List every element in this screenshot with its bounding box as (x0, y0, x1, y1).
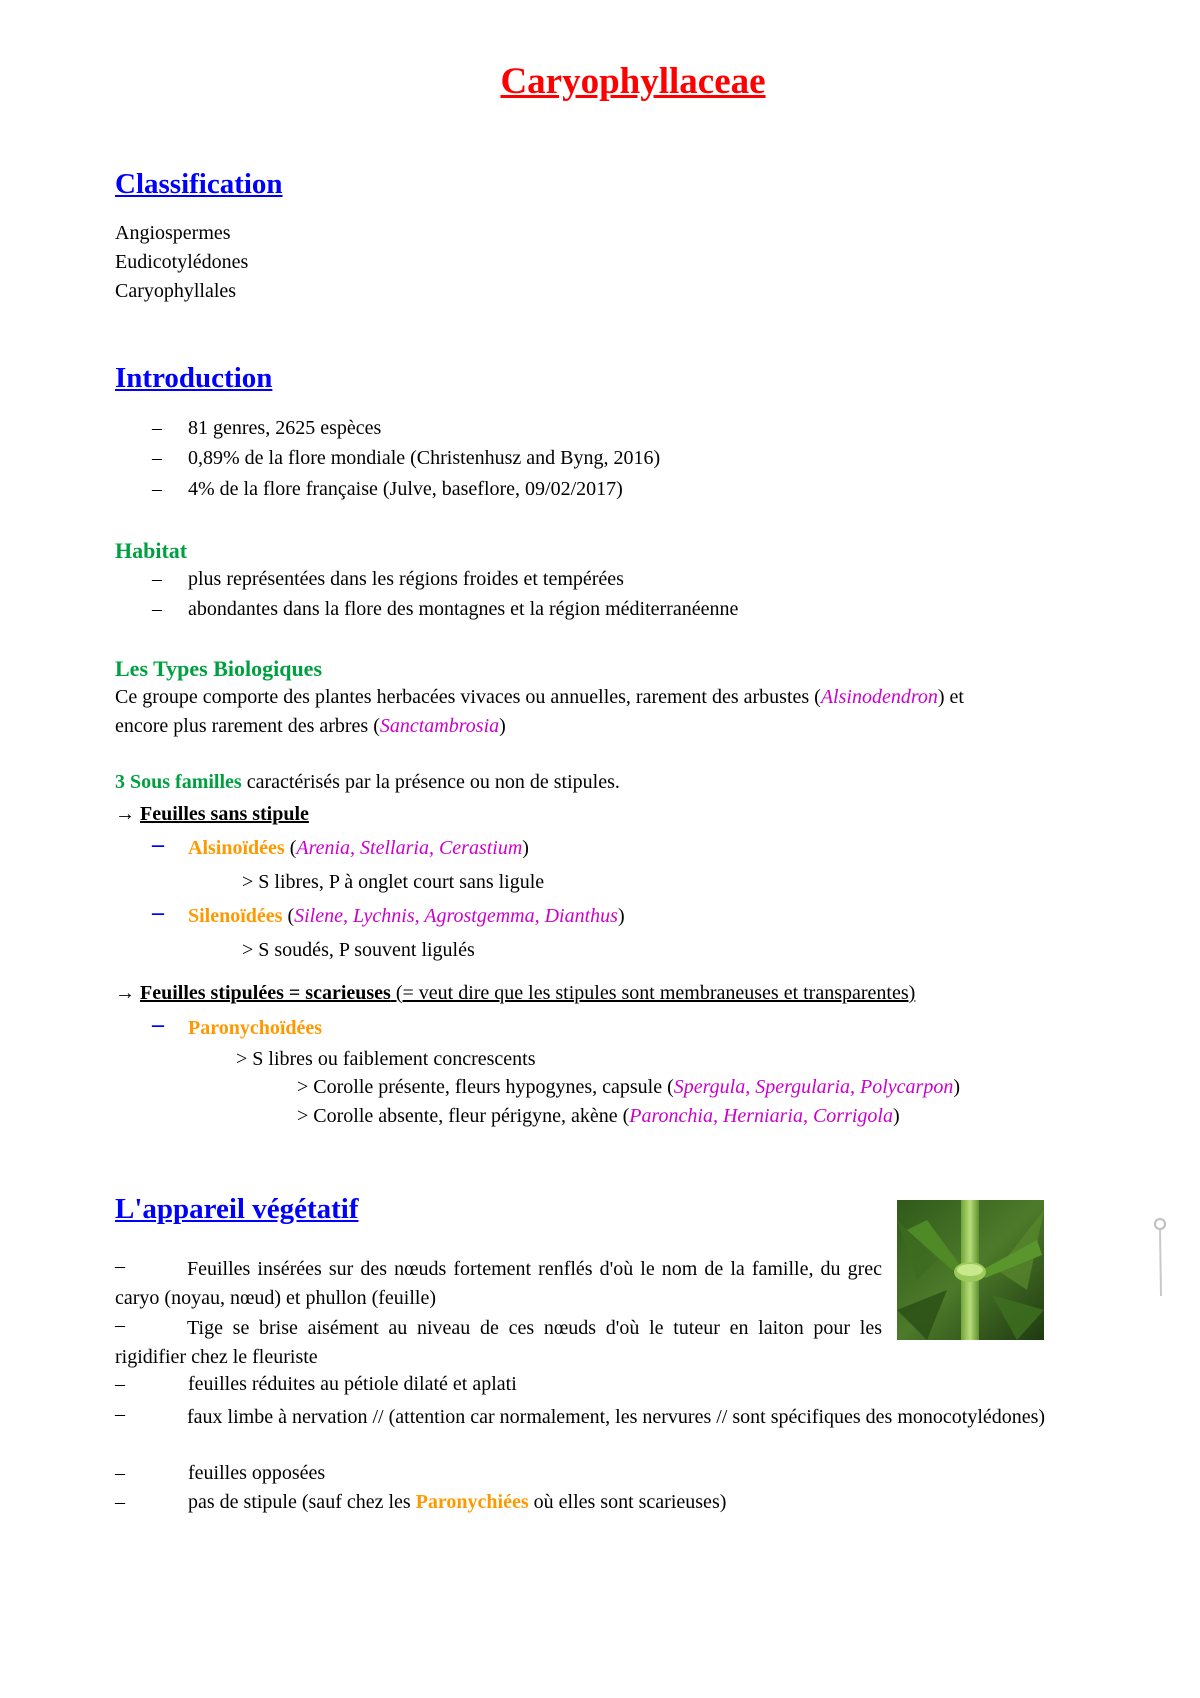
types-text: ) (499, 715, 506, 737)
item-text: pas de stipule (sauf chez les (188, 1491, 416, 1513)
item-text: où elles sont scarieuses) (528, 1491, 727, 1513)
dash-bullet: – (152, 832, 164, 858)
dash-bullet: – (152, 447, 162, 469)
classification-heading: Classification (115, 168, 283, 200)
paren: ) (892, 1105, 900, 1127)
genus-list: Spergula, Spergularia, Polycarpon (673, 1076, 954, 1098)
types-heading: Les Types Biologiques (115, 656, 323, 681)
appareil-item: faux limbe à nervation // (attention car normalement, les nervures // sont spécifiques des monocotylédones) (187, 1406, 1046, 1428)
arrow-icon: → (115, 982, 135, 1004)
dash-bullet: – (115, 1491, 125, 1513)
subfamilies-intro (115, 771, 620, 794)
genus-list: Arenia, Stellaria, Cerastium (296, 837, 523, 859)
dash-bullet: – (115, 1373, 125, 1395)
habitat-item: plus représentées dans les régions froides et tempérées (188, 568, 624, 590)
types-text: Ce groupe comporte des plantes herbacées vivaces ou annuelles, rarement des arbustes ( (115, 686, 821, 708)
subfamily-description: > S libres ou faiblement concrescents (236, 1048, 536, 1070)
dash-bullet: – (115, 1462, 125, 1484)
subfamily-alsinoidees (188, 837, 529, 860)
paren: ) (522, 837, 529, 859)
classification-item: Caryophyllales (115, 280, 237, 302)
group-label: Feuilles sans stipule (140, 803, 309, 825)
paren: ( (287, 905, 295, 927)
group-no-stipule (115, 803, 309, 826)
paren: ( (289, 837, 297, 859)
paren: ) (617, 905, 625, 927)
genus-name: Alsinodendron (820, 686, 938, 708)
arrow-icon: → (115, 803, 135, 825)
appareil-item: feuilles réduites au pétiole dilaté et aplati (188, 1373, 517, 1395)
subfamily-subdescription (297, 1076, 960, 1099)
dash-bullet: – (152, 417, 162, 439)
appareil-item: Feuilles insérées sur des nœuds fortement renflés d'où le nom de la famille, du grec caryo (noyau, nœud) et phullon (feuille) (115, 1258, 882, 1309)
types-line-2 (115, 715, 506, 738)
dash-bullet: – (115, 1314, 125, 1336)
desc-text: > Corolle absente, fleur périgyne, akène ( (297, 1105, 630, 1127)
group-label: Feuilles stipulées = scarieuses (140, 982, 391, 1004)
subfamily-description: > S soudés, P souvent ligulés (242, 939, 475, 961)
dash-bullet: – (115, 1255, 125, 1277)
subfamily-paronychoidees (188, 1017, 322, 1040)
genus-name: Sanctambrosia (379, 715, 500, 737)
subfamily-subdescription (297, 1105, 900, 1128)
subfamilies-count: 3 Sous familles (115, 771, 242, 793)
types-text: encore plus rarement des arbres ( (115, 715, 380, 737)
habitat-item: abondantes dans la flore des montagnes et la région méditerranéenne (188, 598, 739, 620)
dash-bullet: – (152, 900, 164, 926)
dash-bullet: – (152, 568, 162, 590)
paren: ) (953, 1076, 961, 1098)
genus-list: Paronchia, Herniaria, Corrigola (629, 1105, 893, 1127)
appareil-item-stipule (188, 1491, 726, 1514)
dash-bullet: – (152, 1012, 164, 1038)
subfamily-description: > S libres, P à onglet court sans ligule (242, 871, 545, 893)
introduction-item: 81 genres, 2625 espèces (188, 417, 382, 439)
group-stipulees (115, 982, 915, 1005)
classification-item: Eudicotylédones (115, 251, 249, 273)
desc-text: > Corolle présente, fleurs hypogynes, capsule ( (297, 1076, 674, 1098)
appareil-heading: L'appareil végétatif (115, 1193, 359, 1225)
classification-item: Angiospermes (115, 222, 231, 244)
introduction-heading: Introduction (115, 362, 273, 394)
group-note: (= veut dire que les stipules sont membraneuses et transparentes) (390, 982, 916, 1004)
introduction-item: 4% de la flore française (Julve, baseflore, 09/02/2017) (188, 478, 623, 500)
introduction-item: 0,89% de la flore mondiale (Christenhusz and Byng, 2016) (188, 447, 661, 469)
plant-stem-node-photo (897, 1200, 1044, 1340)
appareil-item: Tige se brise aisément au niveau de ces nœuds d'où le tuteur en laiton pour les rigidifier chez le fleuriste (115, 1317, 882, 1368)
habitat-heading: Habitat (115, 538, 188, 563)
subfamily-name: Paronychiées (415, 1491, 529, 1513)
pin-icon (1150, 1218, 1170, 1298)
dash-bullet: – (115, 1403, 125, 1425)
dash-bullet: – (152, 478, 162, 500)
subfamilies-intro-text: caractérisés par la présence ou non de stipules. (241, 771, 620, 793)
dash-bullet: – (152, 598, 162, 620)
types-line-1 (115, 686, 964, 709)
page-title: Caryophyllaceae (500, 61, 766, 102)
appareil-item: feuilles opposées (188, 1462, 326, 1484)
subfamily-name: Silenoïdées (188, 905, 283, 927)
subfamily-silenoidees (188, 905, 625, 928)
subfamily-name: Paronychoïdées (188, 1017, 323, 1039)
subfamily-name: Alsinoïdées (188, 837, 285, 859)
genus-list: Silene, Lychnis, Agrostgemma, Dianthus (294, 905, 618, 927)
types-text: ) et (937, 686, 964, 708)
